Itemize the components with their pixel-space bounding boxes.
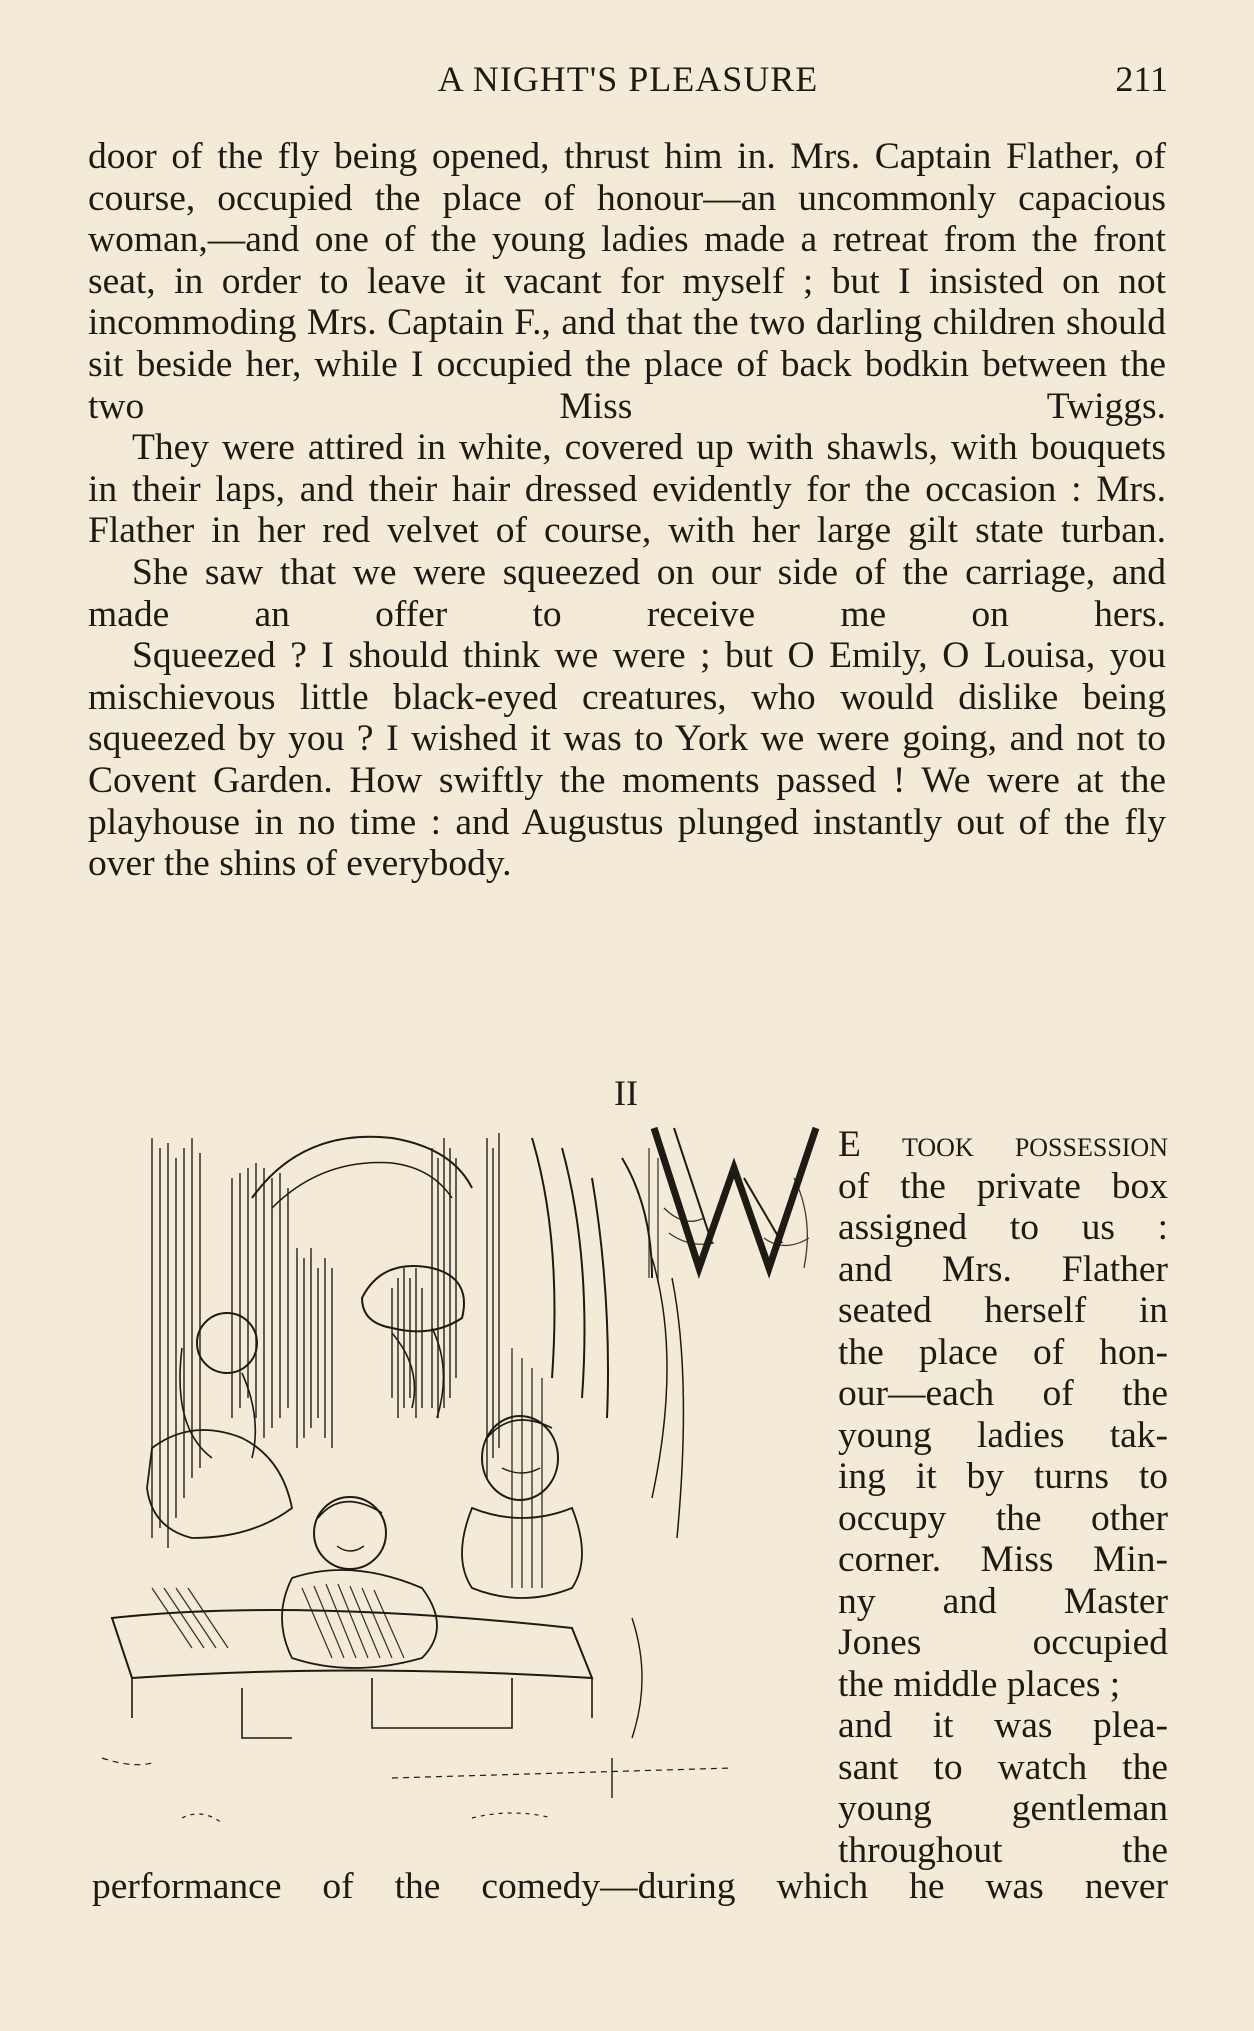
side-line-3: assigned to us : <box>838 1207 1168 1248</box>
side-line-18: throughout the <box>838 1829 1168 1871</box>
side-line-1: E took possession <box>838 1124 1168 1165</box>
drop-cap-w-illustration <box>644 1118 826 1288</box>
running-title: A NIGHT'S PLEASURE <box>437 59 819 99</box>
side-line-2: of the private box <box>838 1165 1168 1207</box>
side-line-8: young ladies tak- <box>838 1414 1168 1456</box>
section-numeral: II <box>614 1073 638 1113</box>
side-line-9: ing it by turns to <box>838 1456 1168 1497</box>
side-column-text <box>838 1124 1168 1871</box>
side-line-17: young gentleman <box>838 1788 1168 1829</box>
paragraph-2: They were attired in white, covered up with shawls, with bouquets in their laps, and their hair dressed evidently for the occasion : Mrs. Flather in her red velvet of course, with her large gilt state turban. <box>88 427 1166 552</box>
side-line-15: and it was plea- <box>838 1705 1168 1746</box>
side-line-6: the place of hon- <box>838 1331 1168 1373</box>
side-line-7: our—each of the <box>838 1373 1168 1414</box>
side-line-10: occupy the other <box>838 1497 1168 1539</box>
page-number: 211 <box>1115 59 1168 99</box>
side-line-5: seated herself in <box>838 1290 1168 1331</box>
side-line-11: corner. Miss Min- <box>838 1539 1168 1580</box>
final-line: performance of the comedy—during which he was never <box>92 1866 1168 1907</box>
page-header <box>88 58 1168 108</box>
paragraph-3: She saw that we were squeezed on our side of the carriage, and made an offer to receive me on hers. <box>88 551 1166 635</box>
side-line-13: Jones occupied <box>838 1622 1168 1663</box>
side-line-16: sant to watch the <box>838 1746 1168 1788</box>
paragraph-1: door of the fly being opened, thrust him in. Mrs. Captain Flather, of course, occupied the place of honour—an uncommonly capacious woman,—and one of the young ladies made a retreat from the front seat, in order to leave it vacant for myself ; but I insisted on not incommoding Mrs. Captain F., and that the two darling children should sit beside her, while I occupied the place of back bodkin between the two Miss Twiggs. <box>88 136 1166 427</box>
side-line-12: ny and Master <box>838 1580 1168 1622</box>
body-text <box>88 136 1166 885</box>
paragraph-4: Squeezed ? I should think we were ; but O Emily, O Louisa, you mischievous little black-eyed creatures, who would dislike being squeezed by you ? I wished it was to York we were going, and not to Covent Garden. How swiftly the moments passed ! We were at the playhouse in no time : and Augustus plunged instantly out of the fly over the shins of everybody. <box>88 635 1166 885</box>
side-line-4: and Mrs. Flather <box>838 1248 1168 1290</box>
side-line-14: the middle places ; <box>838 1663 1121 1705</box>
